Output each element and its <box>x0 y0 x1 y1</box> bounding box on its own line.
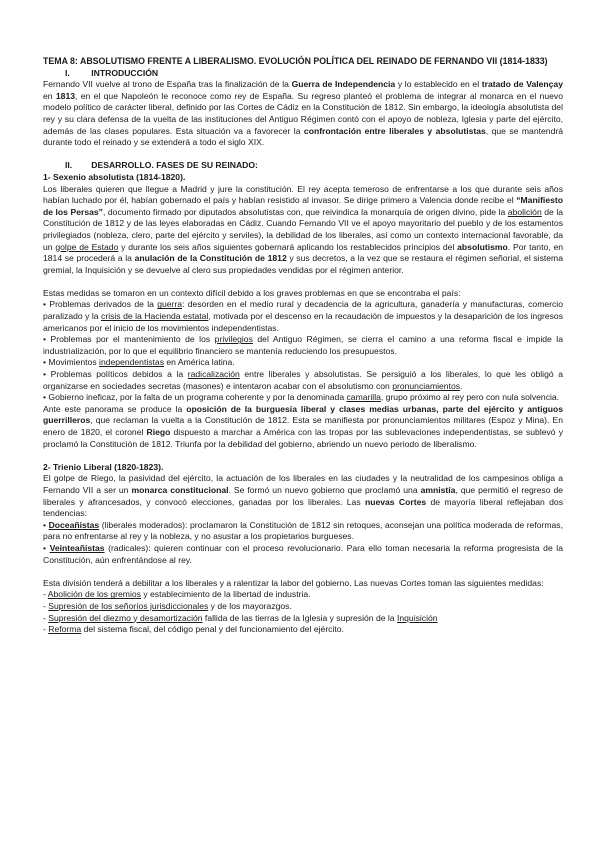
list-item: • Doceañistas (liberales moderados): proclamaron la Constitución de 1812 sin retoques, aconsejan una política moderada de reformas, para no enfrentarse al rey y la nobleza, y no asustar a los propietarios burgueses. <box>43 519 563 542</box>
measures-list <box>43 589 563 635</box>
list-item: • Problemas derivados de la guerra: desorden en el medio rural y decadencia de la agricultura, ganadería y manufacturas, comercio paralizado y la crisis de la Hacienda estatal, motivada por el descenso en la recaudación de impuestos y la desaparición de los ingresos americanos por el inicio de los movimientos independentistas. <box>43 299 563 333</box>
list-item: - Supresión del diezmo y desamortización fallida de las tierras de la Iglesia y supresión de la Inquisición <box>43 612 438 623</box>
document-page <box>43 56 563 636</box>
problems-list <box>43 299 563 403</box>
tendencies-list <box>43 520 563 566</box>
intro-paragraph: Fernando VII vuelve al trono de España tras la finalización de la Guerra de Independencia y lo establecido en el tratado de Valençay en 1813, en el que Napoleón le reconoce como rey de España. Su regreso planteó el problema de integrar al monarca en el nuevo modelo político de carácter liberal, definido por las Cortes de Cádiz en la Constitución de 1812. Sin embargo, la ideología absolutista del rey y su clara defensa de la vuelta de las instituciones del Antiguo Régimen contó con el apoyo de nobleza, Iglesia y parte del ejército, además de las clases populares. Esta situación va a favorecer la confrontación entre liberales y absolutistas, que se mantendrá durante todo el reinado y se extenderá a todo el siglo XIX. <box>43 79 563 148</box>
list-item: - Abolición de los gremios y establecimiento de la libertad de industria. <box>43 589 311 600</box>
phase1-conclusion: Ante este panorama se produce la oposición de la burguesía liberal y clases medias urbanas, parte del ejército y antiguos guerrilleros, que reclaman la vuelta a la Constitución de 1812. Esta se manifiesta por pronunciamientos militares (Espoz y Mina). En enero de 1820, el coronel Riego dispuesto a marchar a América con las tropas por las sublevaciones independentistas, se sublevó y proclamó la Constitución de 1812. Triunfa por la debilidad del gobierno, abriendo un nuevo periodo de liberalismo. <box>43 403 564 449</box>
list-item: • Veinteañistas (radicales): quieren continuar con el proceso revolucionario. Para ello toman necesaria la reforma progresista de la Constitución, aún enfrentándose al rey. <box>43 542 563 565</box>
phase1-paragraph: Los liberales quieren que llegue a Madrid y jure la constitución. El rey acepta temeroso de enfrentarse a los que durante seis años habían luchado por él, habían gobernado el país y habían resistido al invasor. Se dirige primero a Valencia donde recibe el “Manifiesto de los Persas”, documento firmado por diputados absolutistas con, que reivindica la monarquía de origen divino, pide la abolición de la Constitución de 1812 y de las leyes elaboradas en Cádiz. Cuando Fernando VII ve el apoyo mayoritario del pueblo y de los estamentos privilegiados (nobleza, clero, parte del ejército y serviles), la debilidad de los liberales, así como un contexto internacional favorable, da un golpe de Estado y durante los seis años siguientes gobernará aplicando los restablecidos principios del absolutismo. Por tanto, en 1814 se procederá a la anulación de la Constitución de 1812 y sus decretos, a la vez que se restaura el régimen señorial, el sistema gremial, la Inquisición y se devuelve al clero sus propiedades vendidas por el régimen anterior. <box>43 183 564 275</box>
section-title: DESARROLLO. FASES DE SU REINADO: <box>91 160 258 171</box>
list-item: - Reforma del sistema fiscal, del código penal y del funcionamiento del ejército. <box>43 624 344 635</box>
list-item: • Problemas por el mantenimiento de los privilegios del Antiguo Régimen, se cierra el camino a una reforma fiscal e impide la industrialización, por lo que el equilibrio financiero se mantenía reduciendo los presupuestos. <box>43 334 563 356</box>
section-title: INTRODUCCIÓN <box>91 67 159 78</box>
phase2-paragraph: El golpe de Riego, la pasividad del ejército, la actuación de los liberales en las ciudades y la neutralidad de los campesinos obliga a Fernando VII a ser un monarca constitucional. Se formó un nuevo gobierno que proclamó una amnistía, que permitió el regreso de liberales y afrancesados, y convocó elecciones, ganadas por los liberales. Las nuevas Cortes de mayoría liberal reflejaban dos tendencias: <box>43 473 564 519</box>
phase1-heading: 1- Sexenio absolutista (1814-1820). <box>43 171 186 182</box>
division-paragraph: Esta división tenderá a debilitar a los liberales y a ralentizar la labor del gobierno. Las nuevas Cortes toman las siguientes medidas: <box>43 577 544 588</box>
list-item: • Problemas políticos debidos a la radicalización entre liberales y absolutistas. Se persiguió a los liberales, lo que les obligó a organizarse en sociedades secretas (masones) e intentaron acabar con el absolutismo con pronunciamientos. <box>43 369 564 391</box>
section-heading-development <box>43 160 563 172</box>
problems-intro: Estas medidas se tomaron en un contexto difícil debido a los graves problemas en que se encontraba el país: <box>43 287 461 298</box>
section-number: II. <box>65 160 73 171</box>
document-title: TEMA 8: ABSOLUTISMO FRENTE A LIBERALISMO. EVOLUCIÓN POLÍTICA DEL REINADO DE FERNANDO VII (1814-1833) <box>43 56 548 66</box>
phase2-heading: 2- Trienio Liberal (1820-1823). <box>43 461 164 472</box>
list-item: - Supresión de los señoríos jurisdiccionales y de los mayorazgos. <box>43 600 292 611</box>
section-number: I. <box>65 67 70 78</box>
list-item: • Gobierno ineficaz, por la falta de un programa coherente y por la denominada camarilla, grupo próximo al rey pero con nula solvencia. <box>43 392 560 403</box>
section-heading-introduction <box>43 68 563 80</box>
list-item: • Movimientos independentistas en América latina. <box>43 357 235 368</box>
